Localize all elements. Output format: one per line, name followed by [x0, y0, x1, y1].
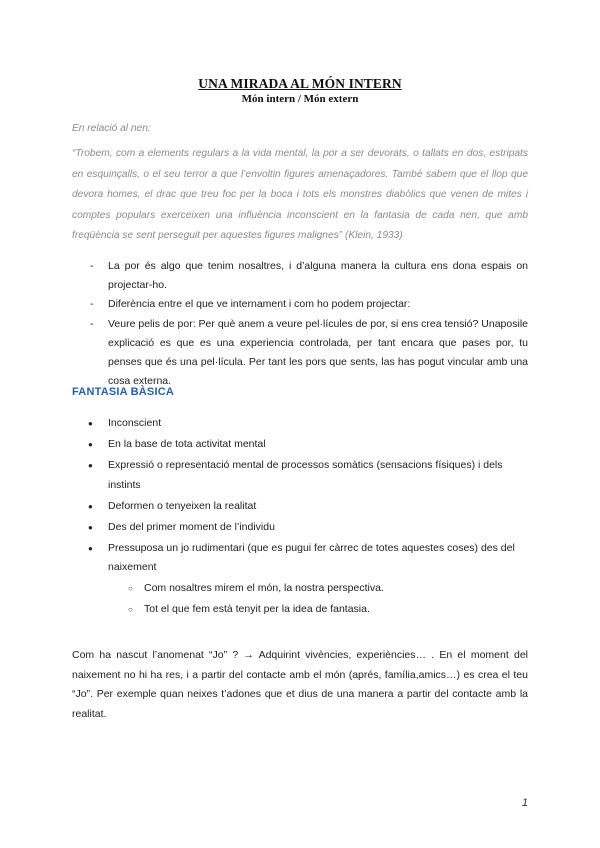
sub-list-item: ○ Tot el que fem està tenyit per la idea de fantasia. — [108, 600, 528, 620]
list-item: ● Expressió o representació mental de processos somàtics (sensacions físiques) i dels instints — [72, 456, 528, 495]
page-number: 1 — [521, 797, 528, 809]
list-item: - Veure pelis de por: Per què anem a veure pel·lícules de por, si ens crea tensió? Unaposile explicació es que es una experiencia controlada, per tant encara que pases por, tu penses que és una pel·lícula. Per tant les pors que sents, las has pogut vincular amb una cosa externa. — [72, 315, 528, 392]
sub-list-item: ○ Com nosaltres mirem el món, la nostra perspectiva. — [108, 579, 528, 599]
closing-paragraph: Com ha nascut l’anomenat “Jo” ? → Adquirint vivències, experiències… . En el moment del naixement no hi ha res, i a partir del contacte amb el món (aprés, família,amics…) es crea el teu “Jo”. Per exemple quan neixes t’adones que et dius de una manera a partir del contacte amb la realitat. — [72, 649, 528, 720]
dash-list — [72, 257, 528, 391]
page-title: UNA MIRADA AL MÓN INTERN — [198, 76, 402, 91]
list-item: - La por és algo que tenim nosaltres, i d’alguna manera la cultura ens dona espais on projectar-ho. — [72, 257, 528, 295]
sub-bullet-list — [108, 579, 528, 620]
list-item: ● Deformen o tenyeixen la realitat — [72, 497, 528, 517]
klein-quote: “Trobem, com a elements regulars a la vida mental, la por a ser devorats, o tallats en dos, estripats en esquinçalls, o el seu terror a que l’envoltin figures amenaçadores. També sabem que el llop que devora homes, el drac que treu foc per la boca i tots els monstres diabòlics que venen de mites i comptes populars exerceixen una influència inconscient en la fantasia de cada nen, que amb freqüència se sent perseguit per aquestes figures malignes” (Klein, 1933) — [72, 148, 528, 241]
list-item: ● Des del primer moment de l’individu — [72, 518, 528, 538]
list-item: ● Inconscient — [72, 414, 528, 434]
list-item-text: Pressuposa un jo rudimentari (que es pugui fer càrrec de totes aquestes coses) des del naixement — [108, 541, 515, 573]
page-subtitle: Món intern / Món extern — [241, 93, 359, 105]
list-item-with-sublist — [72, 539, 528, 620]
relation-label: En relació al nen: — [72, 123, 151, 134]
bullet-list — [72, 414, 528, 621]
section-heading: FANTASIA BÀSICA — [72, 386, 174, 398]
list-item: ● En la base de tota activitat mental — [72, 435, 528, 455]
list-item: - Diferència entre el que ve internament i com ho podem projectar: — [72, 295, 528, 314]
